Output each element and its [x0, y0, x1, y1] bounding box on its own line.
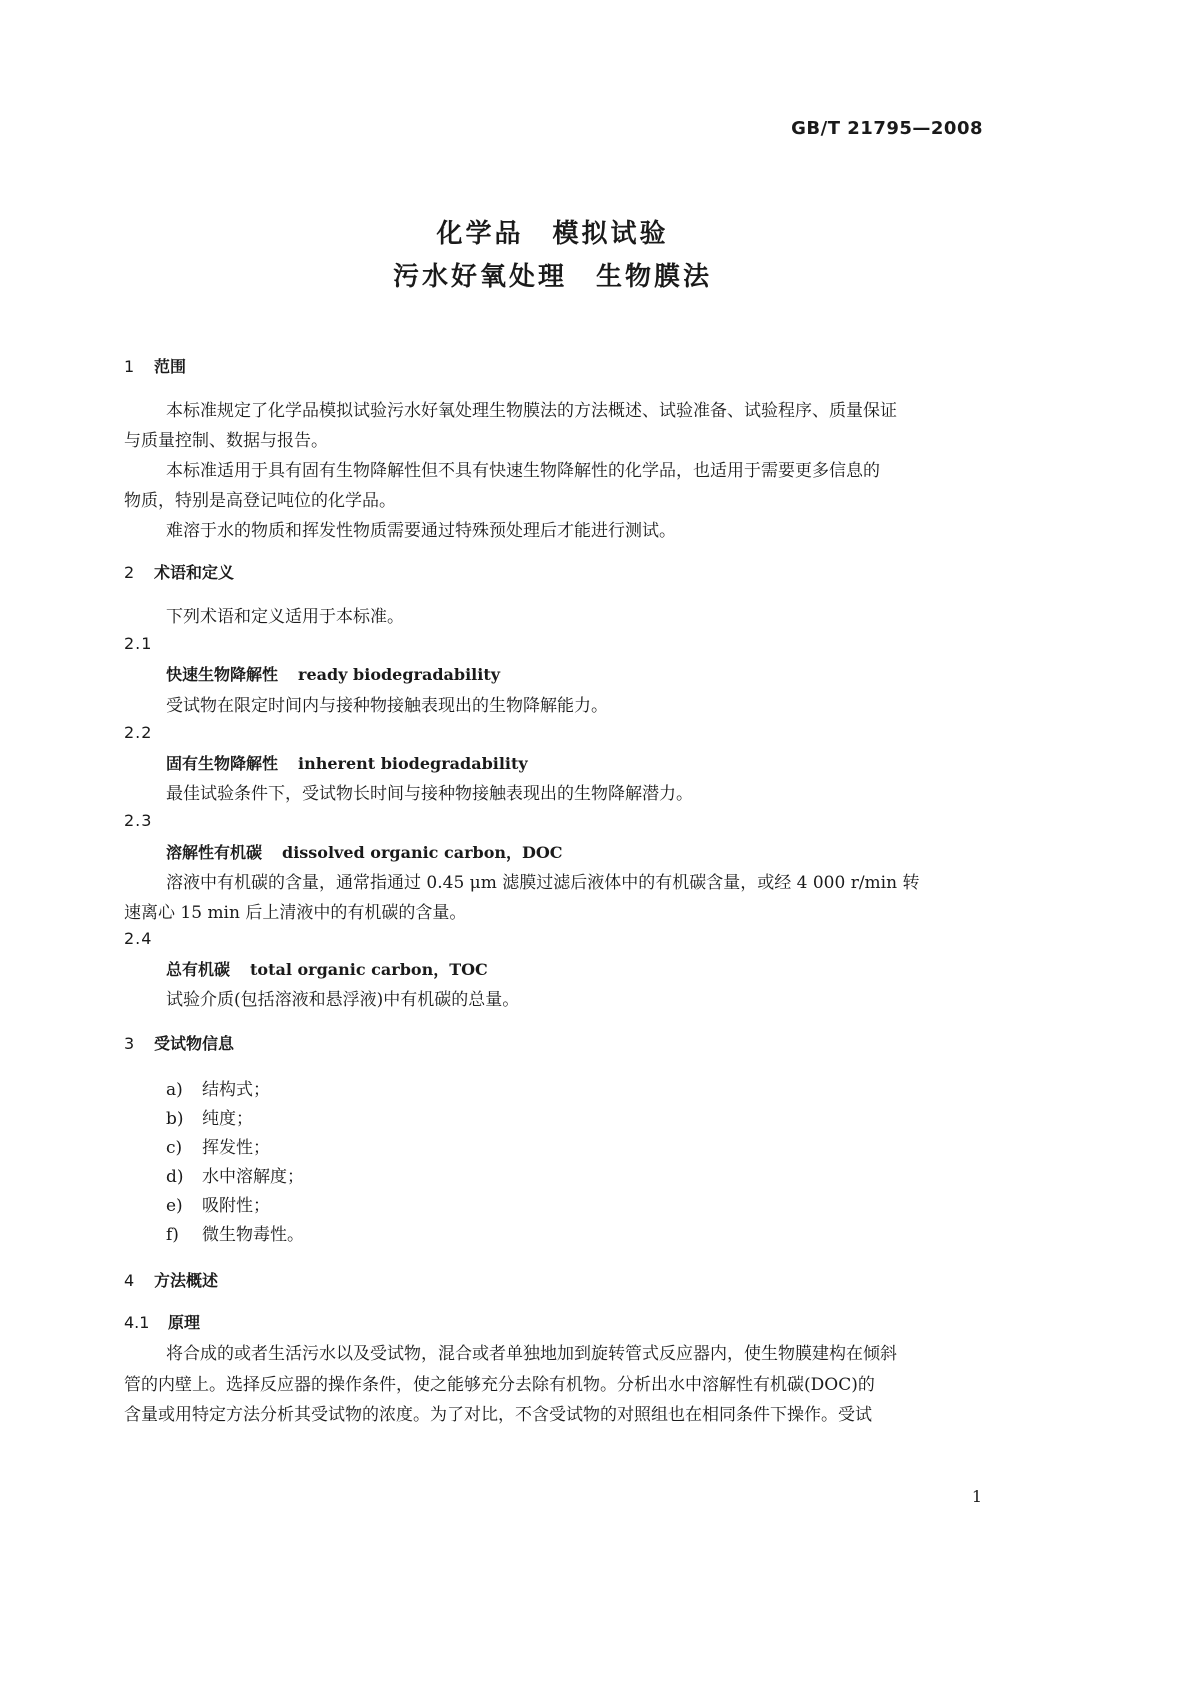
term-number: 2.3: [124, 811, 153, 830]
section-4-heading: [124, 1268, 218, 1291]
list-text: 纯度；: [202, 1109, 253, 1129]
term-number: 2.2: [124, 723, 153, 742]
term-definition: 速离心 15 min 后上清液中的有机碳的含量。: [124, 903, 467, 923]
term-number: 2.4: [124, 929, 153, 948]
paragraph: 本标准适用于具有固有生物降解性但不具有快速生物降解性的化学品，也适用于需要更多信息的: [166, 461, 880, 481]
term-cn: 快速生物降解性: [166, 665, 279, 684]
paragraph: 下列术语和定义适用于本标准。: [166, 607, 404, 627]
paragraph: 管的内壁上。选择反应器的操作条件，使之能够充分去除有机物。分析出水中溶解性有机碳(DOC)的: [124, 1375, 875, 1395]
term-title: [166, 840, 563, 863]
paragraph: 含量或用特定方法分析其受试物的浓度。为了对比，不含受试物的对照组也在相同条件下操作。受试: [124, 1405, 872, 1425]
term-definition: 受试物在限定时间内与接种物接触表现出的生物降解能力。: [166, 696, 608, 716]
list-item: [166, 1133, 270, 1158]
section-number: 2: [124, 563, 135, 582]
page-number: 1: [971, 1487, 982, 1506]
term-title: [166, 751, 528, 774]
document-title-line2: 污水好氧处理 生物膜法: [392, 262, 712, 292]
term-definition: 溶液中有机碳的含量，通常指通过 0.45 μm 滤膜过滤后液体中的有机碳含量，或经 4 000 r/min 转: [166, 873, 920, 893]
list-item: [166, 1104, 253, 1129]
term-definition: 最佳试验条件下，受试物长时间与接种物接触表现出的生物降解潜力。: [166, 784, 693, 804]
section-title: 范围: [154, 357, 187, 376]
paragraph: 难溶于水的物质和挥发性物质需要通过特殊预处理后才能进行测试。: [166, 521, 676, 541]
section-number: 3: [124, 1034, 135, 1053]
term-cn: 溶解性有机碳: [166, 843, 263, 862]
list-label: c): [166, 1138, 183, 1158]
section-2-heading: [124, 560, 234, 583]
section-3-heading: [124, 1031, 234, 1054]
list-label: a): [166, 1080, 183, 1100]
section-number: 1: [124, 357, 135, 376]
list-text: 水中溶解度；: [202, 1167, 304, 1187]
section-number: 4: [124, 1271, 135, 1290]
paragraph: 本标准规定了化学品模拟试验污水好氧处理生物膜法的方法概述、试验准备、试验程序、质量保证: [166, 401, 897, 421]
subsection-number: 4.1: [124, 1313, 150, 1332]
section-title: 方法概述: [154, 1271, 219, 1290]
list-item: [166, 1075, 270, 1100]
list-text: 吸附性；: [202, 1196, 270, 1216]
list-label: b): [166, 1109, 184, 1129]
term-en: inherent biodegradability: [298, 754, 528, 773]
section-1-heading: [124, 354, 186, 377]
paragraph: 物质，特别是高登记吨位的化学品。: [124, 491, 396, 511]
standard-code: GB/T 21795—2008: [791, 118, 983, 139]
list-label: f): [166, 1225, 179, 1245]
list-item: [166, 1162, 304, 1187]
list-text: 微生物毒性。: [202, 1225, 304, 1245]
list-text: 挥发性；: [202, 1138, 270, 1158]
term-definition: 试验介质(包括溶液和悬浮液)中有机碳的总量。: [166, 990, 520, 1010]
term-title: [166, 662, 500, 685]
term-number: 2.1: [124, 634, 153, 653]
list-item: [166, 1220, 304, 1245]
subsection-title: 原理: [168, 1313, 201, 1332]
term-title: [166, 957, 488, 980]
list-text: 结构式；: [202, 1080, 270, 1100]
list-label: e): [166, 1196, 183, 1216]
paragraph: 将合成的或者生活污水以及受试物，混合或者单独地加到旋转管式反应器内，使生物膜建构在倾斜: [166, 1344, 897, 1364]
list-label: d): [166, 1167, 184, 1187]
term-en: dissolved organic carbon，DOC: [282, 843, 563, 862]
subsection-4-1-heading: [124, 1310, 200, 1333]
term-cn: 固有生物降解性: [166, 754, 279, 773]
document-title-line1: 化学品 模拟试验: [436, 219, 669, 249]
section-title: 受试物信息: [154, 1034, 235, 1053]
list-item: [166, 1191, 270, 1216]
term-en: total organic carbon，TOC: [250, 960, 488, 979]
term-cn: 总有机碳: [166, 960, 231, 979]
term-en: ready biodegradability: [298, 665, 500, 684]
paragraph: 与质量控制、数据与报告。: [124, 431, 328, 451]
section-title: 术语和定义: [154, 563, 235, 582]
